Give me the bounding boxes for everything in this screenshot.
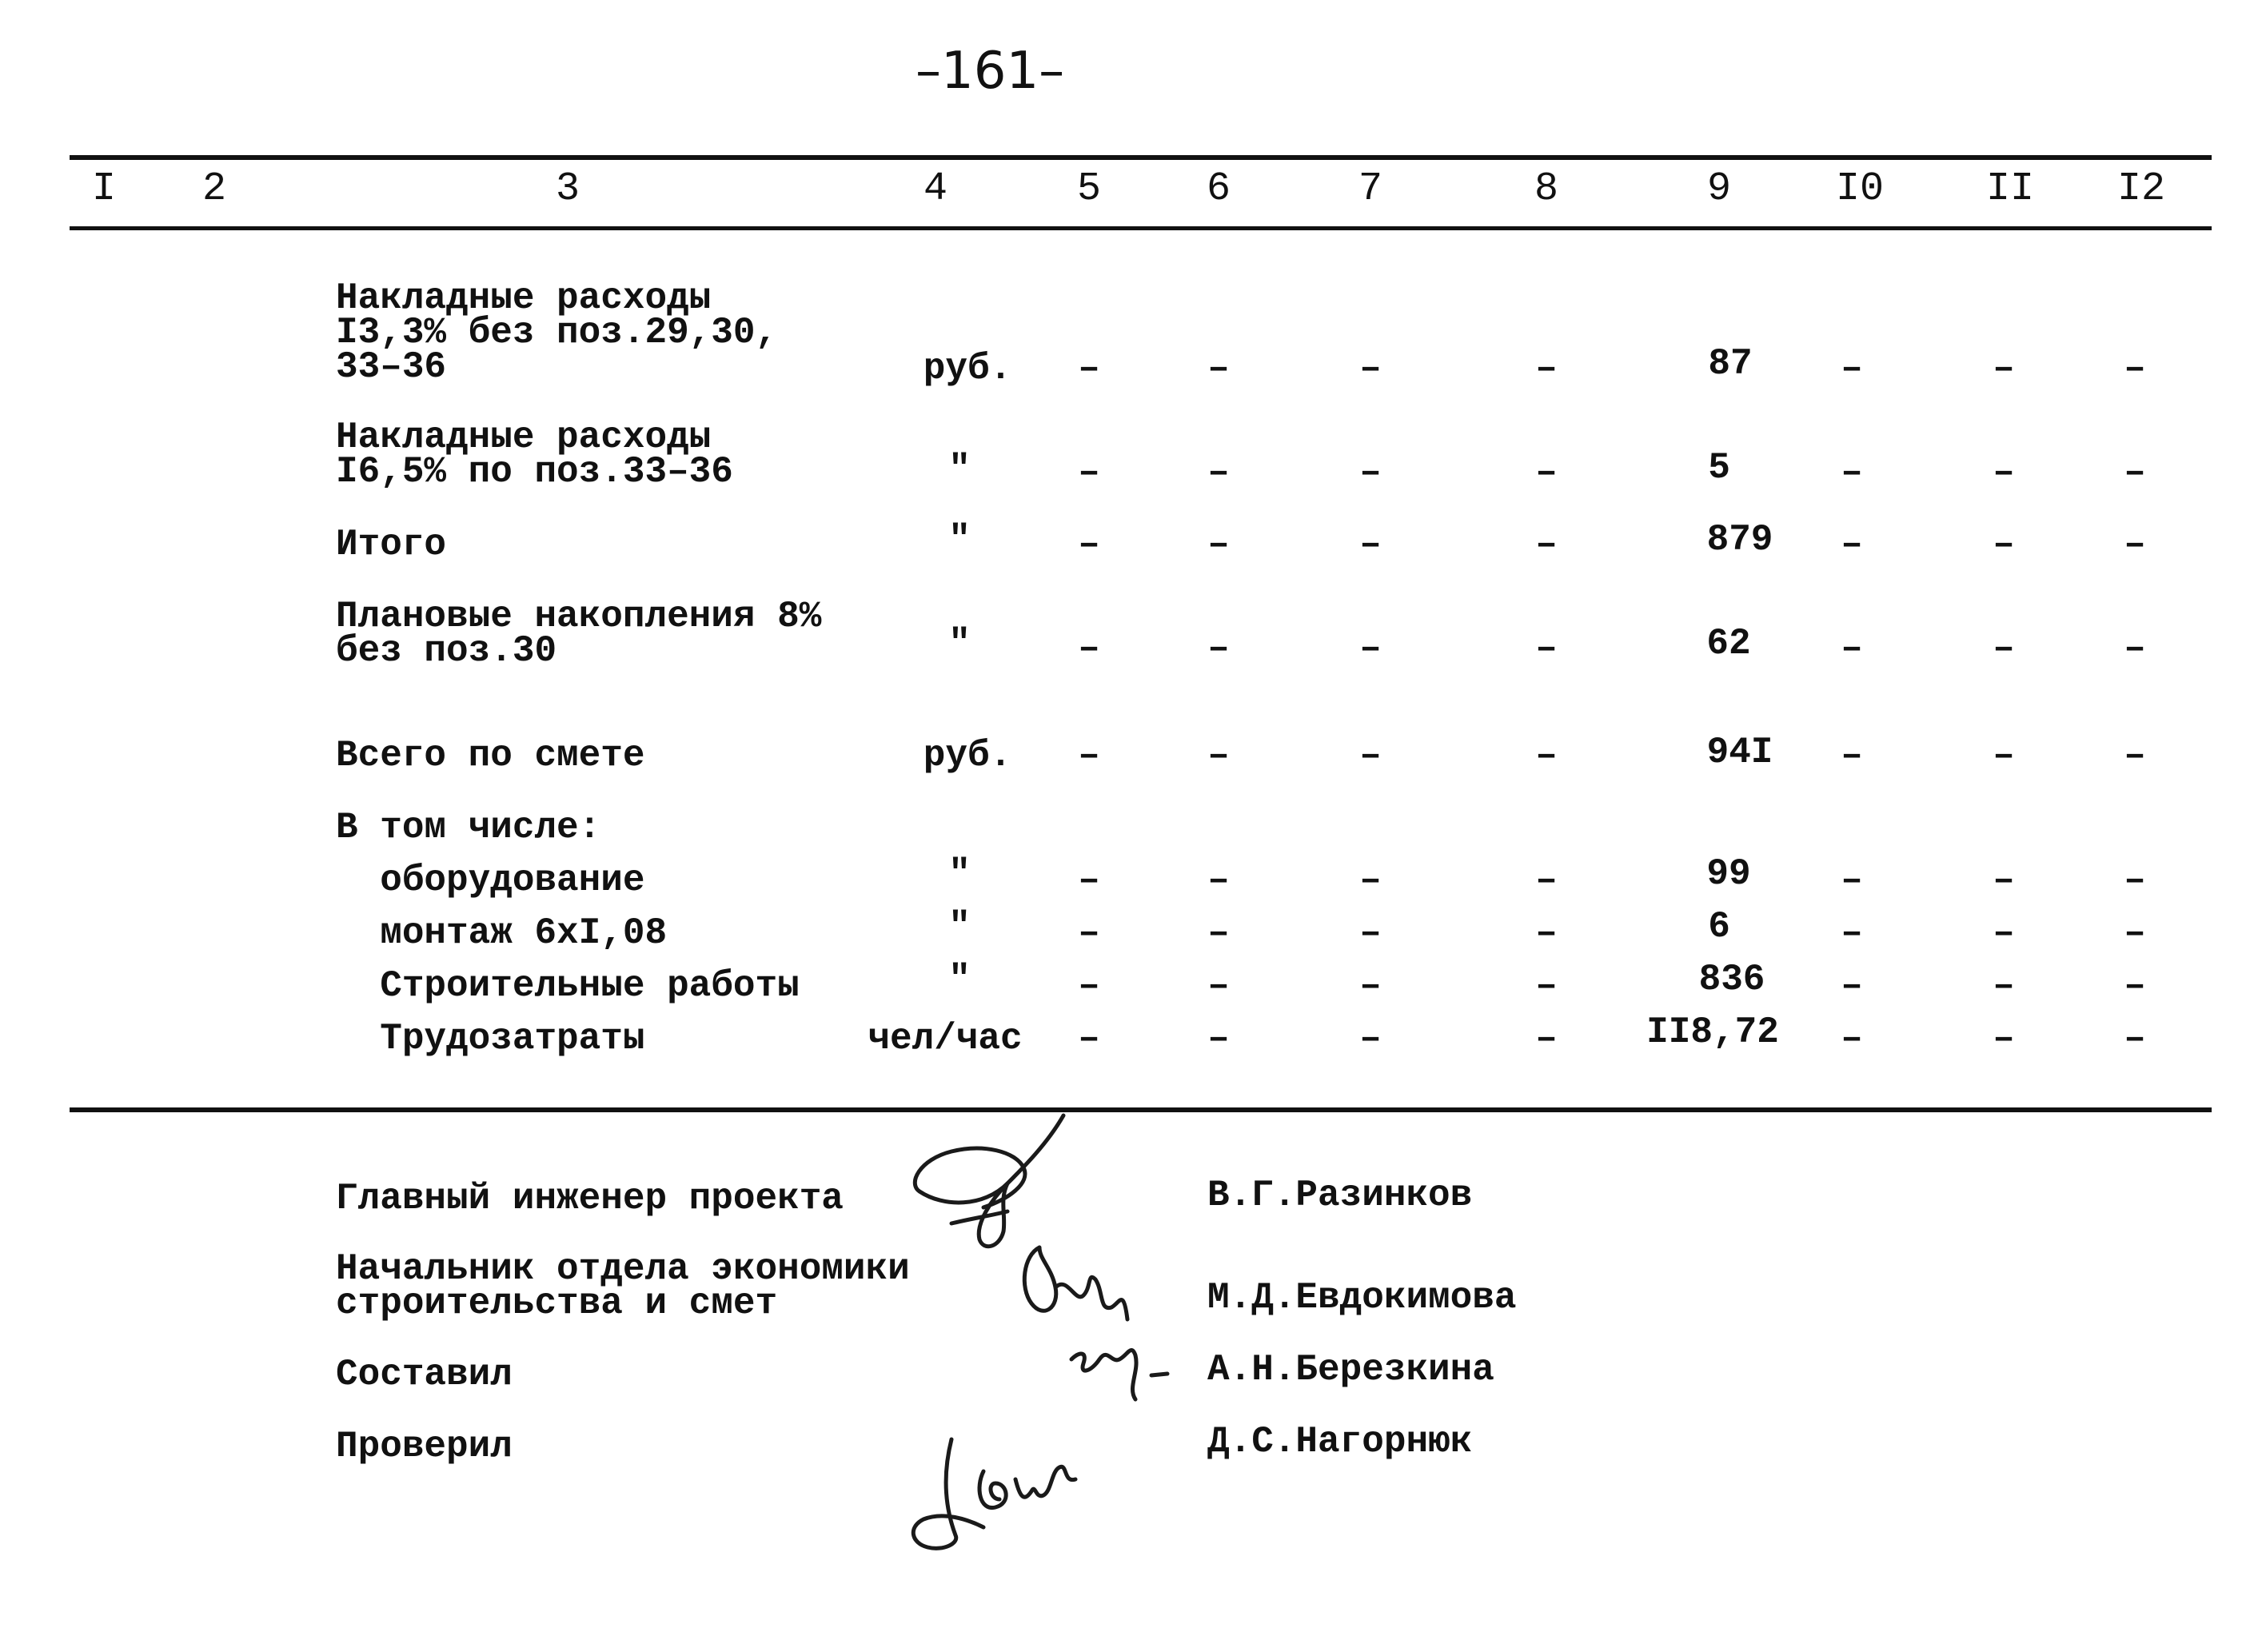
cell-col12: – xyxy=(2124,348,2146,389)
signature-name: Д.С.Нагорнюк xyxy=(1207,1421,1473,1462)
col-header-10: I0 xyxy=(1835,166,1885,212)
col-header-1: I xyxy=(91,166,117,212)
cell-col5: – xyxy=(1078,524,1100,565)
cell-col8: – xyxy=(1535,912,1558,954)
cell-col6: – xyxy=(1207,628,1230,669)
cell-col10: – xyxy=(1841,860,1863,901)
rule-table-bottom xyxy=(70,1107,2212,1112)
cell-col7: – xyxy=(1359,524,1382,565)
cell-col12: – xyxy=(2124,735,2146,776)
cell-col9: 6 xyxy=(1708,906,1730,948)
row-label-line: I3,3% без поз.29,30, xyxy=(336,312,778,353)
cell-col12: – xyxy=(2124,912,2146,954)
cell-col9: 62 xyxy=(1706,623,1751,664)
cell-col8: – xyxy=(1535,452,1558,493)
row-unit: " xyxy=(948,853,971,895)
cell-col5: – xyxy=(1078,628,1100,669)
signature-name: В.Г.Разинков xyxy=(1207,1175,1473,1216)
cell-col12: – xyxy=(2124,452,2146,493)
cell-col11: – xyxy=(1993,965,2015,1007)
cell-col8: – xyxy=(1535,1018,1558,1059)
cell-col6: – xyxy=(1207,735,1230,776)
cell-col11: – xyxy=(1993,452,2015,493)
cell-col11: – xyxy=(1993,348,2015,389)
signature-role: строительства и смет xyxy=(336,1283,778,1324)
cell-col10: – xyxy=(1841,348,1863,389)
cell-col9: 87 xyxy=(1708,343,1753,385)
cell-col10: – xyxy=(1841,524,1863,565)
cell-col9: 879 xyxy=(1706,519,1773,561)
col-header-2: 2 xyxy=(201,166,227,212)
col-header-12: I2 xyxy=(2116,166,2166,212)
row-label-line: Плановые накопления 8% xyxy=(336,596,822,637)
row-unit: " xyxy=(948,623,971,664)
col-header-9: 9 xyxy=(1706,166,1732,212)
row-label-line: Итого xyxy=(336,524,447,565)
row-label-line: Трудозатраты xyxy=(336,1018,645,1059)
cell-col11: – xyxy=(1993,524,2015,565)
cell-col9: II8,72 xyxy=(1646,1012,1779,1053)
row-unit: чел/час xyxy=(868,1018,1023,1059)
cell-col10: – xyxy=(1841,628,1863,669)
cell-col11: – xyxy=(1993,1018,2015,1059)
cell-col7: – xyxy=(1359,452,1382,493)
cell-col6: – xyxy=(1207,860,1230,901)
cell-col7: – xyxy=(1359,965,1382,1007)
row-label-line: монтаж 6хI,08 xyxy=(336,912,668,954)
signature-role: Начальник отдела экономики xyxy=(336,1248,910,1290)
row-unit: " xyxy=(948,906,971,948)
cell-col9: 99 xyxy=(1706,853,1751,895)
cell-col7: – xyxy=(1359,1018,1382,1059)
signature-role: Главный инженер проекта xyxy=(336,1178,844,1219)
row-unit: руб. xyxy=(923,735,1012,776)
cell-col7: – xyxy=(1359,348,1382,389)
cell-col7: – xyxy=(1359,860,1382,901)
cell-col5: – xyxy=(1078,912,1100,954)
cell-col11: – xyxy=(1993,628,2015,669)
cell-col6: – xyxy=(1207,965,1230,1007)
cell-col12: – xyxy=(2124,965,2146,1007)
cell-col5: – xyxy=(1078,452,1100,493)
row-unit: " xyxy=(948,519,971,561)
row-unit: руб. xyxy=(923,348,1012,389)
row-label-line: Накладные расходы xyxy=(336,277,712,319)
cell-col6: – xyxy=(1207,912,1230,954)
col-header-4: 4 xyxy=(923,166,948,212)
cell-col5: – xyxy=(1078,735,1100,776)
cell-col6: – xyxy=(1207,348,1230,389)
cell-col11: – xyxy=(1993,912,2015,954)
row-unit: " xyxy=(948,449,971,490)
cell-col8: – xyxy=(1535,735,1558,776)
col-header-8: 8 xyxy=(1534,166,1559,212)
cell-col8: – xyxy=(1535,348,1558,389)
cell-col7: – xyxy=(1359,735,1382,776)
row-label-line: без поз.30 xyxy=(336,630,557,672)
col-header-7: 7 xyxy=(1358,166,1383,212)
cell-col12: – xyxy=(2124,524,2146,565)
cell-col9: 836 xyxy=(1698,959,1765,1000)
cell-col7: – xyxy=(1359,912,1382,954)
row-label-line: оборудование xyxy=(336,860,645,901)
row-label-line: I6,5% по поз.33–36 xyxy=(336,451,733,493)
cell-col5: – xyxy=(1078,348,1100,389)
cell-col6: – xyxy=(1207,524,1230,565)
row-label-line: Всего по смете xyxy=(336,735,645,776)
cell-col5: – xyxy=(1078,860,1100,901)
cell-col6: – xyxy=(1207,452,1230,493)
cell-col10: – xyxy=(1841,965,1863,1007)
cell-col12: – xyxy=(2124,860,2146,901)
col-header-6: 6 xyxy=(1206,166,1231,212)
signature-name: М.Д.Евдокимова xyxy=(1207,1277,1517,1319)
cell-col8: – xyxy=(1535,860,1558,901)
cell-col10: – xyxy=(1841,735,1863,776)
cell-col6: – xyxy=(1207,1018,1230,1059)
row-unit: " xyxy=(948,959,971,1000)
cell-col5: – xyxy=(1078,1018,1100,1059)
row-label-line: Накладные расходы xyxy=(336,417,712,458)
cell-col10: – xyxy=(1841,1018,1863,1059)
row-label-line: В том числе: xyxy=(336,807,601,848)
col-header-3: 3 xyxy=(555,166,580,212)
handwritten-signature-checker xyxy=(896,1423,1103,1567)
cell-col10: – xyxy=(1841,452,1863,493)
cell-col10: – xyxy=(1841,912,1863,954)
cell-col8: – xyxy=(1535,524,1558,565)
cell-col11: – xyxy=(1993,860,2015,901)
cell-col8: – xyxy=(1535,628,1558,669)
cell-col12: – xyxy=(2124,1018,2146,1059)
rule-header-bottom xyxy=(70,226,2212,230)
cell-col5: – xyxy=(1078,965,1100,1007)
cell-col12: – xyxy=(2124,628,2146,669)
cell-col9: 94I xyxy=(1706,732,1773,773)
cell-col8: – xyxy=(1535,965,1558,1007)
signature-role: Проверил xyxy=(336,1426,513,1467)
row-label-line: Строительные работы xyxy=(336,965,800,1007)
rule-top xyxy=(70,155,2212,160)
col-header-11: II xyxy=(1985,166,2035,212)
col-header-5: 5 xyxy=(1076,166,1102,212)
cell-col9: 5 xyxy=(1708,447,1730,489)
cell-col11: – xyxy=(1993,735,2015,776)
cell-col7: – xyxy=(1359,628,1382,669)
row-label-line: 33–36 xyxy=(336,346,447,388)
signature-name: А.Н.Березкина xyxy=(1207,1349,1494,1391)
handwritten-signature-compiler xyxy=(1063,1327,1175,1415)
page-number: –161– xyxy=(916,42,1065,101)
signature-role: Составил xyxy=(336,1354,513,1395)
